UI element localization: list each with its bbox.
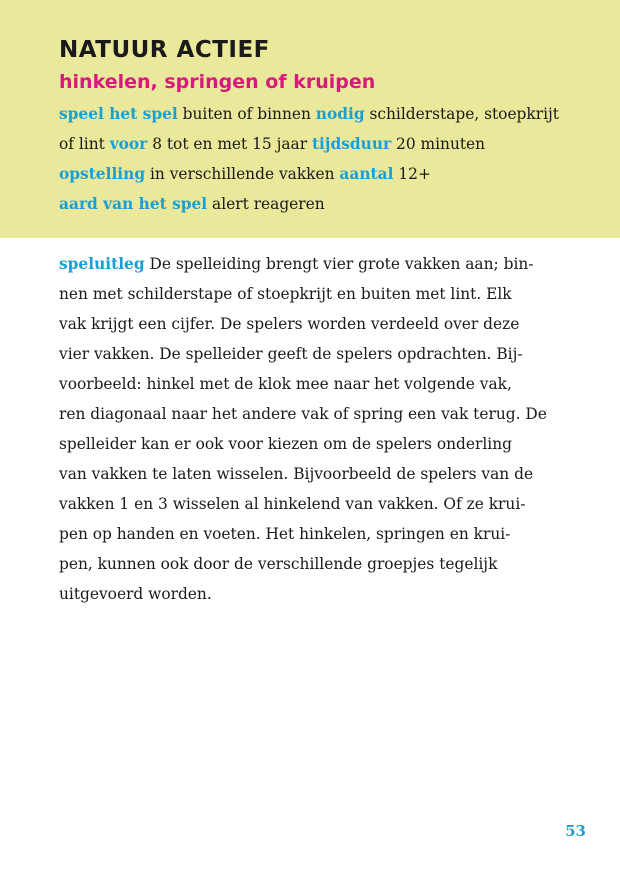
label-aantal: aantal bbox=[339, 165, 394, 183]
explanation-line: vier vakken. De spelleider geeft de spelers opdrachten. Bij- bbox=[59, 345, 523, 363]
explanation-line: ren diagonaal naar het andere vak of spring een vak terug. De bbox=[59, 405, 547, 423]
explanation-text: De spelleiding brengt vier grote vakken aan; bin- bbox=[144, 255, 534, 273]
label-voor: voor bbox=[109, 135, 148, 153]
explanation-line: nen met schilderstape of stoepkrijt en buiten met lint. Elk bbox=[59, 285, 512, 303]
value-setup: in verschillende vakken bbox=[145, 165, 340, 183]
value-materials-cont: of lint bbox=[59, 135, 110, 153]
explanation-line: van vakken te laten wisselen. Bijvoorbeeld de spelers van de bbox=[59, 465, 534, 483]
label-speel-het-spel: speel het spel bbox=[59, 105, 178, 123]
header-band bbox=[0, 0, 620, 238]
label-opstelling: opstelling bbox=[59, 165, 146, 183]
value-count: 12+ bbox=[393, 165, 431, 183]
value-age: 8 tot en met 15 jaar bbox=[147, 135, 312, 153]
label-nodig: nodig bbox=[315, 105, 365, 123]
label-aard-van-het-spel: aard van het spel bbox=[59, 195, 208, 213]
meta-line-4 bbox=[59, 189, 579, 219]
label-speluitleg: speluitleg bbox=[59, 255, 145, 273]
explanation-line: pen, kunnen ook door de verschillende groepjes tegelijk bbox=[59, 555, 498, 573]
page-subtitle: hinkelen, springen of kruipen bbox=[59, 71, 376, 93]
value-nature: alert reageren bbox=[207, 195, 325, 213]
page-number: 53 bbox=[565, 822, 586, 840]
explanation-line: spelleider kan er ook voor kiezen om de spelers onderling bbox=[59, 435, 512, 453]
value-duration: 20 minuten bbox=[391, 135, 486, 153]
game-meta bbox=[59, 99, 579, 219]
meta-line-1 bbox=[59, 99, 579, 129]
explanation-line bbox=[59, 249, 563, 279]
game-explanation bbox=[59, 249, 563, 609]
explanation-line: voorbeeld: hinkel met de klok mee naar het volgende vak, bbox=[59, 375, 512, 393]
meta-line-2 bbox=[59, 129, 579, 159]
value-materials: schilderstape, stoepkrijt bbox=[364, 105, 559, 123]
explanation-line: pen op handen en voeten. Het hinkelen, springen en krui- bbox=[59, 525, 511, 543]
page-title: NATUUR ACTIEF bbox=[59, 37, 270, 63]
label-tijdsduur: tijdsduur bbox=[311, 135, 392, 153]
explanation-line: vakken 1 en 3 wisselen al hinkelend van vakken. Of ze krui- bbox=[59, 495, 526, 513]
explanation-line: uitgevoerd worden. bbox=[59, 585, 212, 603]
meta-line-3 bbox=[59, 159, 579, 189]
explanation-line: vak krijgt een cijfer. De spelers worden verdeeld over deze bbox=[59, 315, 520, 333]
value-location: buiten of binnen bbox=[177, 105, 316, 123]
